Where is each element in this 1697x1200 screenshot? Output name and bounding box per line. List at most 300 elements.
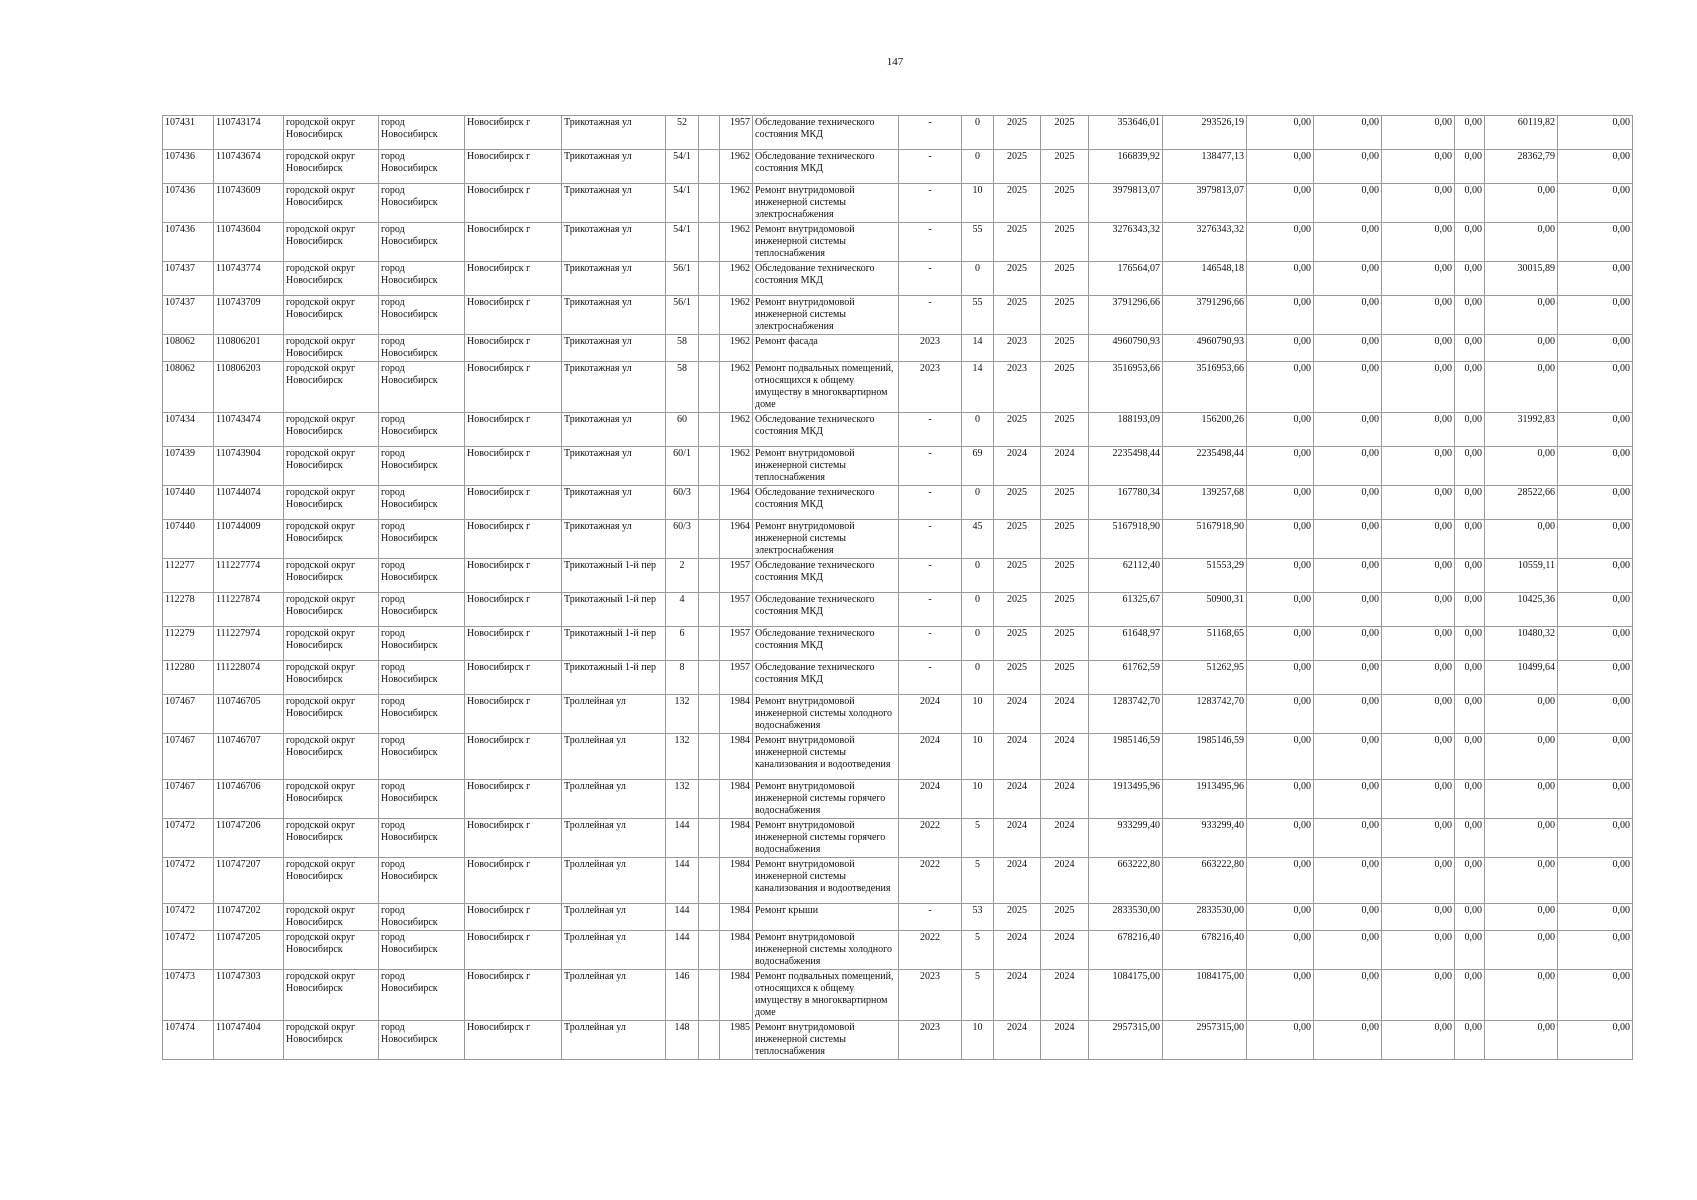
locality-cell: Новосибирск г [465,593,562,627]
start-year-cell: 2024 [994,858,1041,904]
street-cell: Троллейная ул [562,904,666,931]
house-number-cell: 2 [666,559,699,593]
municipality-cell: городской округ Новосибирск [284,627,379,661]
extra-funds-cell: 0,00 [1558,559,1633,593]
wear-percent-cell: 5 [962,931,994,970]
year-built-cell: 1964 [720,520,753,559]
end-year-cell: 2025 [1041,296,1089,335]
settlement-cell: город Новосибирск [379,296,465,335]
wear-percent-cell: 10 [962,734,994,780]
table-row [163,150,1633,184]
local-budget-cell: 0,00 [1382,362,1455,413]
house-number-cell: 6 [666,627,699,661]
building-cell [699,296,720,335]
extra-funds-cell: 0,00 [1558,486,1633,520]
planned-year-cell: 2023 [899,362,962,413]
planned-year-cell: 2022 [899,931,962,970]
wear-percent-cell: 5 [962,819,994,858]
fund-cost-cell: 5167918,90 [1163,520,1247,559]
building-cell [699,819,720,858]
table-row [163,520,1633,559]
house-number-cell: 56/1 [666,296,699,335]
owners-funds-cell: 10425,36 [1485,593,1558,627]
regional-budget-cell: 0,00 [1314,627,1382,661]
fund-cost-cell: 3276343,32 [1163,223,1247,262]
end-year-cell: 2025 [1041,184,1089,223]
wear-percent-cell: 14 [962,362,994,413]
wear-percent-cell: 10 [962,184,994,223]
owners-funds-cell: 60119,82 [1485,116,1558,150]
settlement-cell: город Новосибирск [379,520,465,559]
planned-year-cell: - [899,559,962,593]
planned-year-cell: 2023 [899,1021,962,1060]
page-number: 147 [886,56,904,68]
locality-cell: Новосибирск г [465,486,562,520]
table-row [163,695,1633,734]
total-cost-cell: 62112,40 [1089,559,1163,593]
locality-cell: Новосибирск г [465,695,562,734]
street-cell: Трикотажная ул [562,296,666,335]
regional-budget-cell: 0,00 [1314,184,1382,223]
table-row [163,362,1633,413]
other-funds-cell: 0,00 [1455,335,1485,362]
locality-cell: Новосибирск г [465,296,562,335]
street-cell: Трикотажный 1-й пер [562,627,666,661]
local-budget-cell: 0,00 [1382,223,1455,262]
work-id-cell: 110744074 [214,486,284,520]
table-row [163,904,1633,931]
work-type-cell: Ремонт внутридомовой инженерной системы теплоснабжения [753,447,899,486]
locality-cell: Новосибирск г [465,819,562,858]
building-cell [699,970,720,1021]
owners-funds-cell: 0,00 [1485,520,1558,559]
house-id-cell: 107467 [163,695,214,734]
house-id-cell: 108062 [163,362,214,413]
total-cost-cell: 663222,80 [1089,858,1163,904]
total-cost-cell: 1084175,00 [1089,970,1163,1021]
extra-funds-cell: 0,00 [1558,780,1633,819]
settlement-cell: город Новосибирск [379,184,465,223]
street-cell: Троллейная ул [562,695,666,734]
federal-budget-cell: 0,00 [1247,904,1314,931]
settlement-cell: город Новосибирск [379,413,465,447]
extra-funds-cell: 0,00 [1558,362,1633,413]
wear-percent-cell: 45 [962,520,994,559]
extra-funds-cell: 0,00 [1558,150,1633,184]
house-id-cell: 107472 [163,931,214,970]
work-type-cell: Ремонт внутридомовой инженерной системы теплоснабжения [753,1021,899,1060]
federal-budget-cell: 0,00 [1247,184,1314,223]
street-cell: Трикотажная ул [562,447,666,486]
municipality-cell: городской округ Новосибирск [284,116,379,150]
settlement-cell: город Новосибирск [379,150,465,184]
fund-cost-cell: 293526,19 [1163,116,1247,150]
municipality-cell: городской округ Новосибирск [284,296,379,335]
building-cell [699,486,720,520]
end-year-cell: 2025 [1041,262,1089,296]
work-type-cell: Ремонт внутридомовой инженерной системы канализования и водоотведения [753,734,899,780]
federal-budget-cell: 0,00 [1247,262,1314,296]
start-year-cell: 2024 [994,931,1041,970]
table-row [163,447,1633,486]
other-funds-cell: 0,00 [1455,184,1485,223]
fund-cost-cell: 2957315,00 [1163,1021,1247,1060]
work-id-cell: 110747207 [214,858,284,904]
local-budget-cell: 0,00 [1382,486,1455,520]
local-budget-cell: 0,00 [1382,520,1455,559]
building-cell [699,627,720,661]
regional-budget-cell: 0,00 [1314,447,1382,486]
settlement-cell: город Новосибирск [379,819,465,858]
work-type-cell: Ремонт внутридомовой инженерной системы теплоснабжения [753,223,899,262]
planned-year-cell: 2024 [899,695,962,734]
owners-funds-cell: 0,00 [1485,447,1558,486]
owners-funds-cell: 28522,66 [1485,486,1558,520]
house-number-cell: 60/3 [666,520,699,559]
municipality-cell: городской округ Новосибирск [284,695,379,734]
table-row [163,335,1633,362]
wear-percent-cell: 53 [962,904,994,931]
extra-funds-cell: 0,00 [1558,593,1633,627]
fund-cost-cell: 50900,31 [1163,593,1247,627]
extra-funds-cell: 0,00 [1558,931,1633,970]
regional-budget-cell: 0,00 [1314,661,1382,695]
fund-cost-cell: 3791296,66 [1163,296,1247,335]
table-row [163,858,1633,904]
building-cell [699,931,720,970]
municipality-cell: городской округ Новосибирск [284,184,379,223]
wear-percent-cell: 0 [962,593,994,627]
planned-year-cell: 2022 [899,858,962,904]
house-number-cell: 146 [666,970,699,1021]
start-year-cell: 2024 [994,819,1041,858]
settlement-cell: город Новосибирск [379,780,465,819]
house-id-cell: 107436 [163,223,214,262]
regional-budget-cell: 0,00 [1314,904,1382,931]
table-row [163,661,1633,695]
year-built-cell: 1957 [720,559,753,593]
regional-budget-cell: 0,00 [1314,780,1382,819]
extra-funds-cell: 0,00 [1558,734,1633,780]
federal-budget-cell: 0,00 [1247,335,1314,362]
wear-percent-cell: 69 [962,447,994,486]
start-year-cell: 2025 [994,627,1041,661]
settlement-cell: город Новосибирск [379,559,465,593]
other-funds-cell: 0,00 [1455,116,1485,150]
federal-budget-cell: 0,00 [1247,734,1314,780]
federal-budget-cell: 0,00 [1247,486,1314,520]
owners-funds-cell: 0,00 [1485,858,1558,904]
settlement-cell: город Новосибирск [379,447,465,486]
settlement-cell: город Новосибирск [379,970,465,1021]
wear-percent-cell: 5 [962,970,994,1021]
house-id-cell: 107440 [163,486,214,520]
house-number-cell: 132 [666,695,699,734]
table-row [163,931,1633,970]
end-year-cell: 2024 [1041,1021,1089,1060]
year-built-cell: 1985 [720,1021,753,1060]
other-funds-cell: 0,00 [1455,520,1485,559]
fund-cost-cell: 156200,26 [1163,413,1247,447]
year-built-cell: 1984 [720,904,753,931]
locality-cell: Новосибирск г [465,627,562,661]
owners-funds-cell: 0,00 [1485,819,1558,858]
house-number-cell: 144 [666,904,699,931]
regional-budget-cell: 0,00 [1314,734,1382,780]
work-type-cell: Ремонт внутридомовой инженерной системы электроснабжения [753,184,899,223]
building-cell [699,447,720,486]
local-budget-cell: 0,00 [1382,1021,1455,1060]
street-cell: Трикотажный 1-й пер [562,593,666,627]
settlement-cell: город Новосибирск [379,593,465,627]
total-cost-cell: 61325,67 [1089,593,1163,627]
house-number-cell: 132 [666,734,699,780]
building-cell [699,413,720,447]
end-year-cell: 2024 [1041,858,1089,904]
planned-year-cell: - [899,486,962,520]
table-row [163,262,1633,296]
federal-budget-cell: 0,00 [1247,362,1314,413]
regional-budget-cell: 0,00 [1314,335,1382,362]
other-funds-cell: 0,00 [1455,1021,1485,1060]
work-type-cell: Обследование технического состояния МКД [753,413,899,447]
regional-budget-cell: 0,00 [1314,695,1382,734]
house-number-cell: 56/1 [666,262,699,296]
owners-funds-cell: 0,00 [1485,734,1558,780]
extra-funds-cell: 0,00 [1558,262,1633,296]
work-type-cell: Ремонт внутридомовой инженерной системы горячего водоснабжения [753,819,899,858]
building-cell [699,150,720,184]
street-cell: Трикотажный 1-й пер [562,661,666,695]
other-funds-cell: 0,00 [1455,262,1485,296]
owners-funds-cell: 0,00 [1485,1021,1558,1060]
owners-funds-cell: 10499,64 [1485,661,1558,695]
year-built-cell: 1962 [720,223,753,262]
work-type-cell: Обследование технического состояния МКД [753,486,899,520]
table-row [163,184,1633,223]
wear-percent-cell: 10 [962,695,994,734]
building-cell [699,362,720,413]
other-funds-cell: 0,00 [1455,362,1485,413]
extra-funds-cell: 0,00 [1558,520,1633,559]
owners-funds-cell: 0,00 [1485,695,1558,734]
house-number-cell: 52 [666,116,699,150]
work-id-cell: 110746707 [214,734,284,780]
fund-cost-cell: 146548,18 [1163,262,1247,296]
federal-budget-cell: 0,00 [1247,970,1314,1021]
extra-funds-cell: 0,00 [1558,184,1633,223]
regional-budget-cell: 0,00 [1314,362,1382,413]
work-id-cell: 110743604 [214,223,284,262]
fund-cost-cell: 933299,40 [1163,819,1247,858]
settlement-cell: город Новосибирск [379,116,465,150]
local-budget-cell: 0,00 [1382,296,1455,335]
end-year-cell: 2024 [1041,447,1089,486]
fund-cost-cell: 51553,29 [1163,559,1247,593]
municipality-cell: городской округ Новосибирск [284,661,379,695]
locality-cell: Новосибирск г [465,116,562,150]
planned-year-cell: - [899,150,962,184]
other-funds-cell: 0,00 [1455,734,1485,780]
work-id-cell: 110746706 [214,780,284,819]
local-budget-cell: 0,00 [1382,559,1455,593]
locality-cell: Новосибирск г [465,734,562,780]
end-year-cell: 2024 [1041,695,1089,734]
year-built-cell: 1962 [720,362,753,413]
federal-budget-cell: 0,00 [1247,150,1314,184]
start-year-cell: 2025 [994,184,1041,223]
planned-year-cell: - [899,413,962,447]
house-id-cell: 112277 [163,559,214,593]
planned-year-cell: - [899,593,962,627]
owners-funds-cell: 0,00 [1485,970,1558,1021]
other-funds-cell: 0,00 [1455,223,1485,262]
work-type-cell: Ремонт внутридомовой инженерной системы электроснабжения [753,296,899,335]
total-cost-cell: 3276343,32 [1089,223,1163,262]
start-year-cell: 2025 [994,520,1041,559]
planned-year-cell: 2024 [899,780,962,819]
table-row [163,559,1633,593]
table-row [163,627,1633,661]
building-cell [699,520,720,559]
extra-funds-cell: 0,00 [1558,904,1633,931]
end-year-cell: 2025 [1041,362,1089,413]
year-built-cell: 1964 [720,486,753,520]
regional-budget-cell: 0,00 [1314,296,1382,335]
locality-cell: Новосибирск г [465,447,562,486]
work-type-cell: Обследование технического состояния МКД [753,559,899,593]
start-year-cell: 2025 [994,116,1041,150]
local-budget-cell: 0,00 [1382,184,1455,223]
municipality-cell: городской округ Новосибирск [284,262,379,296]
other-funds-cell: 0,00 [1455,695,1485,734]
owners-funds-cell: 0,00 [1485,362,1558,413]
fund-cost-cell: 138477,13 [1163,150,1247,184]
settlement-cell: город Новосибирск [379,223,465,262]
locality-cell: Новосибирск г [465,970,562,1021]
settlement-cell: город Новосибирск [379,362,465,413]
house-id-cell: 107434 [163,413,214,447]
owners-funds-cell: 0,00 [1485,931,1558,970]
fund-cost-cell: 4960790,93 [1163,335,1247,362]
locality-cell: Новосибирск г [465,184,562,223]
year-built-cell: 1957 [720,661,753,695]
municipality-cell: городской округ Новосибирск [284,413,379,447]
other-funds-cell: 0,00 [1455,593,1485,627]
regional-budget-cell: 0,00 [1314,819,1382,858]
settlement-cell: город Новосибирск [379,627,465,661]
work-type-cell: Обследование технического состояния МКД [753,150,899,184]
locality-cell: Новосибирск г [465,904,562,931]
street-cell: Трикотажная ул [562,335,666,362]
table-row [163,593,1633,627]
federal-budget-cell: 0,00 [1247,695,1314,734]
local-budget-cell: 0,00 [1382,780,1455,819]
work-type-cell: Ремонт внутридомовой инженерной системы канализования и водоотведения [753,858,899,904]
work-id-cell: 110743904 [214,447,284,486]
planned-year-cell: - [899,116,962,150]
end-year-cell: 2025 [1041,661,1089,695]
federal-budget-cell: 0,00 [1247,116,1314,150]
end-year-cell: 2025 [1041,223,1089,262]
total-cost-cell: 353646,01 [1089,116,1163,150]
fund-cost-cell: 2235498,44 [1163,447,1247,486]
municipality-cell: городской округ Новосибирск [284,819,379,858]
regional-budget-cell: 0,00 [1314,559,1382,593]
year-built-cell: 1962 [720,296,753,335]
year-built-cell: 1984 [720,695,753,734]
year-built-cell: 1984 [720,734,753,780]
work-type-cell: Ремонт подвальных помещений, относящихся к общему имуществу в многоквартирном доме [753,970,899,1021]
other-funds-cell: 0,00 [1455,296,1485,335]
work-id-cell: 110806203 [214,362,284,413]
federal-budget-cell: 0,00 [1247,819,1314,858]
municipality-cell: городской округ Новосибирск [284,904,379,931]
extra-funds-cell: 0,00 [1558,296,1633,335]
other-funds-cell: 0,00 [1455,858,1485,904]
fund-cost-cell: 1913495,96 [1163,780,1247,819]
regional-budget-cell: 0,00 [1314,116,1382,150]
building-cell [699,116,720,150]
regional-budget-cell: 0,00 [1314,150,1382,184]
house-id-cell: 107431 [163,116,214,150]
year-built-cell: 1962 [720,150,753,184]
total-cost-cell: 3979813,07 [1089,184,1163,223]
total-cost-cell: 2235498,44 [1089,447,1163,486]
other-funds-cell: 0,00 [1455,627,1485,661]
settlement-cell: город Новосибирск [379,486,465,520]
other-funds-cell: 0,00 [1455,486,1485,520]
wear-percent-cell: 0 [962,413,994,447]
owners-funds-cell: 0,00 [1485,296,1558,335]
house-id-cell: 112279 [163,627,214,661]
municipality-cell: городской округ Новосибирск [284,486,379,520]
regional-budget-cell: 0,00 [1314,520,1382,559]
local-budget-cell: 0,00 [1382,335,1455,362]
building-cell [699,223,720,262]
extra-funds-cell: 0,00 [1558,335,1633,362]
house-number-cell: 144 [666,819,699,858]
work-id-cell: 110747303 [214,970,284,1021]
planned-year-cell: - [899,520,962,559]
local-budget-cell: 0,00 [1382,904,1455,931]
street-cell: Троллейная ул [562,734,666,780]
start-year-cell: 2024 [994,447,1041,486]
locality-cell: Новосибирск г [465,262,562,296]
work-id-cell: 110744009 [214,520,284,559]
building-cell [699,1021,720,1060]
house-id-cell: 107440 [163,520,214,559]
owners-funds-cell: 10559,11 [1485,559,1558,593]
table-row [163,413,1633,447]
street-cell: Троллейная ул [562,780,666,819]
year-built-cell: 1962 [720,447,753,486]
local-budget-cell: 0,00 [1382,627,1455,661]
house-id-cell: 112278 [163,593,214,627]
fund-cost-cell: 1985146,59 [1163,734,1247,780]
house-id-cell: 107439 [163,447,214,486]
year-built-cell: 1984 [720,780,753,819]
end-year-cell: 2025 [1041,627,1089,661]
fund-cost-cell: 2833530,00 [1163,904,1247,931]
start-year-cell: 2025 [994,661,1041,695]
locality-cell: Новосибирск г [465,223,562,262]
work-type-cell: Ремонт подвальных помещений, относящихся к общему имуществу в многоквартирном доме [753,362,899,413]
fund-cost-cell: 3979813,07 [1163,184,1247,223]
municipality-cell: городской округ Новосибирск [284,858,379,904]
planned-year-cell: - [899,661,962,695]
wear-percent-cell: 0 [962,116,994,150]
